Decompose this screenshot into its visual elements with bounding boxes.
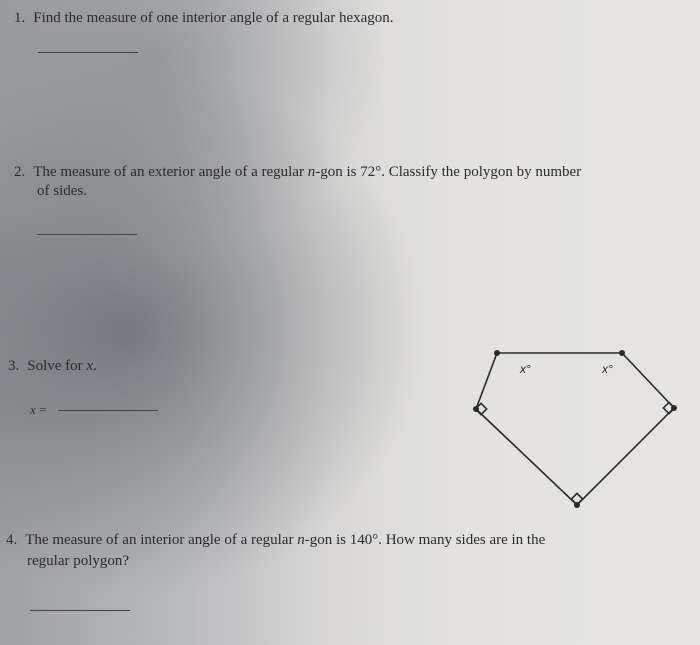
question-1 xyxy=(14,9,394,28)
pentagon-figure xyxy=(462,340,692,520)
vertex-dot-right xyxy=(671,405,677,411)
question-2-line2 xyxy=(37,182,87,201)
question-2 xyxy=(14,163,581,182)
vertex-dot-top-left xyxy=(494,350,500,356)
question-2-variable-n: n xyxy=(307,164,316,180)
question-3-text-part1: Solve for xyxy=(27,358,87,374)
question-2-text-part2: -gon is 72°. Classify the polygon by number xyxy=(315,164,582,180)
question-3-text-part2: . xyxy=(93,358,97,374)
question-4-text-line2: regular polygon? xyxy=(27,553,130,569)
question-1-text: Find the measure of one interior angle of a regular hexagon. xyxy=(33,10,394,26)
question-4 xyxy=(6,531,545,550)
question-3-answer-label xyxy=(30,400,46,419)
question-3-number: 3. xyxy=(8,358,20,374)
question-2-text-line2: of sides. xyxy=(37,183,87,199)
question-3-variable-x: x xyxy=(86,358,94,374)
answer-label-equals: = xyxy=(35,402,47,417)
question-1-number: 1. xyxy=(14,10,26,26)
question-2-number: 2. xyxy=(14,164,26,180)
question-4-text-part2: -gon is 140°. How many sides are in the xyxy=(304,532,546,548)
question-4-text-part1: The measure of an interior angle of a regular xyxy=(25,532,298,548)
pentagon-outline xyxy=(476,353,674,505)
question-2-text-part1: The measure of an exterior angle of a regular xyxy=(33,164,308,180)
vertex-dot-bottom xyxy=(574,502,580,508)
question-4-line2 xyxy=(27,552,129,571)
question-4-number: 4. xyxy=(6,532,18,548)
angle-label-right: x° xyxy=(602,362,613,376)
question-4-variable-n: n xyxy=(297,532,305,548)
answer-blank-3[interactable] xyxy=(58,410,158,411)
vertex-dot-left xyxy=(473,406,479,412)
answer-label-variable: x xyxy=(30,402,36,417)
question-3 xyxy=(8,357,97,376)
answer-blank-4[interactable] xyxy=(30,610,130,611)
angle-label-left: x° xyxy=(520,362,531,376)
vertex-dot-top-right xyxy=(619,350,625,356)
answer-blank-2[interactable] xyxy=(37,234,137,235)
answer-blank-1[interactable] xyxy=(38,52,138,53)
